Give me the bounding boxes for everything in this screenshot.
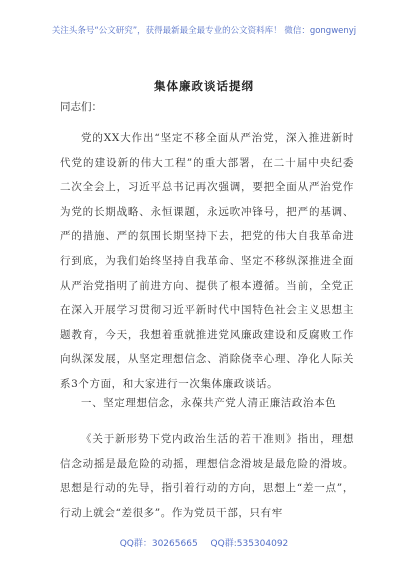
paragraph-2-text: 《关于新形势下党内政治生活的若干准则》指出，理想信念动摇是最危险的动摇，理想信念滑坡是最危险的滑坡。思想是行动的先导，指引着行动的方向，思想上“差一点”，行动上就会“差很多”。作为党员干部，只有牢 [60, 433, 354, 519]
footer-qq-group-2: QQ群:535304092 [210, 539, 289, 549]
section-1-heading [60, 391, 354, 416]
paragraph-2 [60, 427, 354, 525]
header-note: 关注头条号“公文研究”，获得最新最全最专业的公文资料库！ 微信：gongwenyj [51, 26, 357, 36]
footer-qq-group-1: QQ群：30265665 [119, 539, 198, 549]
section-1-heading-text: 一、坚定理想信念，永葆共产党人清正廉洁政治本色 [81, 397, 337, 409]
paragraph-1-text: 党的XX大作出“坚定不移全面从严治党，深入推进新时代党的建设新的伟大工程”的重大部署，在二十届中央纪委二次全会上，习近平总书记再次强调，要把全面从严治党作为党的长期战略、永恒课题，永远吹冲锋号，把严的基调、严的措施、严的氛围长期坚持下去，把党的伟大自我革命进行到底，为我们始终坚持自我革命、坚定不移纵深推进全面从严治党指明了前进方向、提供了根本遵循。当前，全党正在深入开展学习贯彻习近平新时代中国特色社会主义思想主题教育，今天，我想着重就推进党风廉政建设和反腐败工作向纵深发展，从坚定理想信念、消除侥幸心理、净化人际关系3个方面，和大家进行一次集体廉政谈话。 [60, 132, 354, 390]
footer [0, 536, 408, 549]
document-title: 集体廉政谈话提纲 [154, 79, 254, 93]
salutation: 同志们： [60, 101, 102, 113]
paragraph-1 [60, 126, 354, 397]
